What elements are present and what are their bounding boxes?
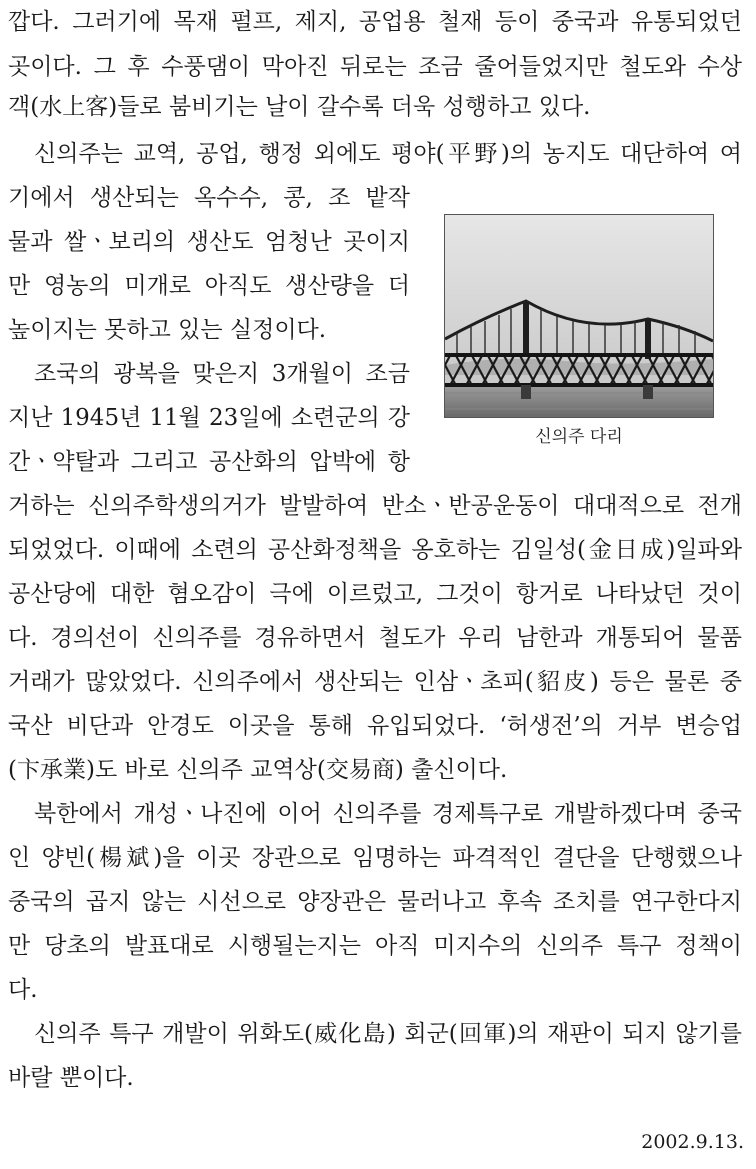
- text-line: 국산 비단과 안경도 이곳을 통해 유입되었다. ‘허생전’의 거부 변승업: [8, 713, 742, 739]
- text-line: 간ㆍ약탈과 그리고 공산화의 압박에 항: [8, 449, 410, 475]
- text-line: 다.: [8, 977, 38, 1003]
- text-line: 만 당초의 발표대로 시행될는지는 아직 미지수의 신의주 특구 정책이: [8, 933, 742, 959]
- date-stamp: 2002.9.13.: [641, 1131, 744, 1153]
- text-line: (卞承業)도 바로 신의주 교역상(交易商) 출신이다.: [8, 757, 508, 783]
- photo-caption: 신의주 다리: [535, 427, 623, 447]
- text-line: 객(水上客)들로 붐비기는 날이 갈수록 더욱 성행하고 있다.: [8, 94, 591, 120]
- text-line: 물과 쌀ㆍ보리의 생산도 엄청난 곳이지: [8, 229, 410, 255]
- text-line: 북한에서 개성ㆍ나진에 이어 신의주를 경제특구로 개발하겠다며 중국: [34, 801, 742, 827]
- text-line: 되었었다. 이때에 소련의 공산화정책을 옹호하는 김일성(金日成)일파와: [8, 537, 742, 563]
- bridge-photo: [444, 214, 714, 418]
- text-line: 다. 경의선이 신의주를 경유하면서 철도가 우리 남한과 개통되어 물품: [8, 625, 742, 651]
- text-line: 공산당에 대한 혐오감이 극에 이르렀고, 그것이 항거로 나타났던 것이: [8, 581, 742, 607]
- text-line: 바랄 뿐이다.: [8, 1065, 134, 1091]
- text-line: 곳이다. 그 후 수풍댐이 막아진 뒤로는 조금 줄어들었지만 철도와 수상: [8, 54, 742, 80]
- text-line: 신의주 특구 개발이 위화도(威化島) 회군(回軍)의 재판이 되지 않기를: [34, 1021, 742, 1047]
- text-line: 조국의 광복을 맞은지 3개월이 조금: [34, 361, 410, 387]
- text-line: 지난 1945년 11월 23일에 소련군의 강: [8, 405, 410, 431]
- text-line: 깝다. 그러기에 목재 펄프, 제지, 공업용 철재 등이 중국과 유통되었던: [8, 9, 742, 35]
- text-line: 거래가 많았었다. 신의주에서 생산되는 인삼ㆍ초피(貂皮) 등은 물론 중: [8, 669, 742, 695]
- text-line: 인 양빈(楊斌)을 이곳 장관으로 임명하는 파격적인 결단을 단행했으나: [8, 845, 742, 871]
- text-line: 만 영농의 미개로 아직도 생산량을 더: [8, 273, 410, 299]
- text-line: 중국의 곱지 않는 시선으로 양장관은 물러나고 후속 조치를 연구한다지: [8, 889, 742, 915]
- text-line: 거하는 신의주학생의거가 발발하여 반소ㆍ반공운동이 대대적으로 전개: [8, 493, 742, 519]
- text-line: 높이지는 못하고 있는 실정이다.: [8, 317, 327, 343]
- text-line: 기에서 생산되는 옥수수, 콩, 조 밭작: [8, 185, 410, 211]
- text-line: 신의주는 교역, 공업, 행정 외에도 평야(平野)의 농지도 대단하여 여: [34, 141, 742, 167]
